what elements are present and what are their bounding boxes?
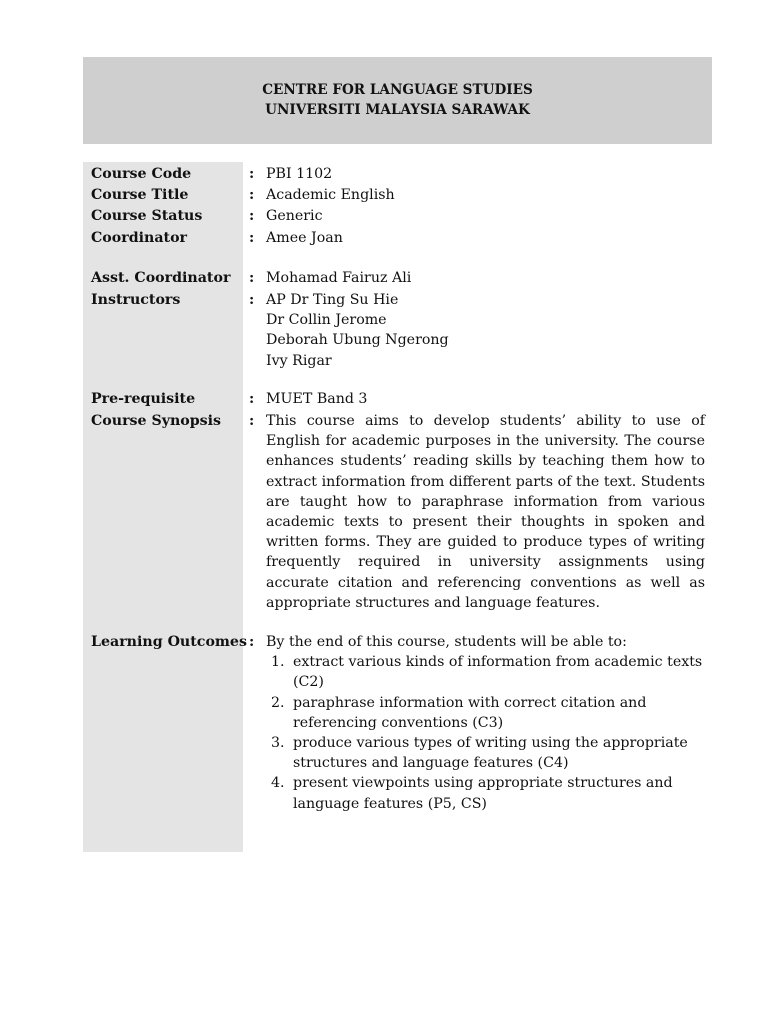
learning-outcomes-content xyxy=(266,632,705,814)
separator-colon: : xyxy=(249,634,255,650)
outcome-text: produce various types of writing using the appropriate structures and language features (C4) xyxy=(293,735,688,772)
separator-colon: : xyxy=(249,166,255,182)
instructor-name: Deborah Ubung Ngerong xyxy=(266,332,449,349)
asst-coordinator-value: Mohamad Fairuz Ali xyxy=(266,270,412,286)
instructors-label: Instructors xyxy=(91,292,181,308)
learning-outcome-item xyxy=(266,693,705,733)
outcome-number: 1. xyxy=(271,654,285,671)
separator-colon: : xyxy=(249,230,255,246)
separator-colon: : xyxy=(249,292,255,308)
instructor-name: Dr Collin Jerome xyxy=(266,312,387,329)
labels-column-background xyxy=(83,162,243,852)
outcome-number: 2. xyxy=(271,694,285,711)
learning-outcomes-list xyxy=(266,652,705,814)
course-code-label: Course Code xyxy=(91,166,192,182)
learning-outcomes-label-line2: Outcomes xyxy=(167,634,247,650)
course-title-label: Course Title xyxy=(91,187,189,203)
prerequisite-value: MUET Band 3 xyxy=(266,391,368,407)
prerequisite-label: Pre-requisite xyxy=(91,391,196,407)
separator-colon: : xyxy=(249,187,255,203)
synopsis-label: Course Synopsis xyxy=(91,413,222,429)
learning-outcomes-intro: By the end of this course, students will be able to: xyxy=(266,634,627,650)
outcome-text: paraphrase information with correct citation and referencing conventions (C3) xyxy=(293,694,647,731)
learning-outcomes-label-line1: Learning xyxy=(91,634,163,650)
outcome-text: extract various kinds of information from academic texts (C2) xyxy=(293,654,703,691)
outcome-number: 4. xyxy=(271,775,285,792)
learning-outcomes-label xyxy=(91,632,247,652)
instructor-name: Ivy Rigar xyxy=(266,352,332,369)
separator-colon: : xyxy=(249,270,255,286)
synopsis-text: This course aims to develop students’ ability to use of English for academic purposes in the university. The course enhances students’ reading skills by teaching them how to extract information from different parts of the text. Students are taught how to paraphrase information from various academic texts to present their thoughts in spoken and written forms. They are guided to produce types of writing frequently required in university assignments using accurate citation and referencing conventions as well as appropriate structures and language features. xyxy=(266,413,705,611)
asst-coordinator-label: Asst. Coordinator xyxy=(91,270,231,286)
course-status-label: Course Status xyxy=(91,208,203,224)
course-code-value: PBI 1102 xyxy=(266,166,333,182)
course-status-value: Generic xyxy=(266,208,323,224)
separator-colon: : xyxy=(249,208,255,224)
instructors-list xyxy=(266,290,705,371)
outcome-text: present viewpoints using appropriate structures and language features (P5, CS) xyxy=(293,775,673,812)
learning-outcome-item xyxy=(266,733,705,773)
instructor-name: AP Dr Ting Su Hie xyxy=(266,292,399,308)
header-centre-name: CENTRE FOR LANGUAGE STUDIES xyxy=(262,82,533,98)
separator-colon: : xyxy=(249,413,255,429)
coordinator-value: Amee Joan xyxy=(266,230,343,246)
learning-outcome-item xyxy=(266,773,705,813)
learning-outcome-item xyxy=(266,652,705,692)
header-university-name: UNIVERSITI MALAYSIA SARAWAK xyxy=(265,102,530,118)
coordinator-label: Coordinator xyxy=(91,230,188,246)
separator-colon: : xyxy=(249,391,255,407)
document-header xyxy=(83,57,712,144)
course-title-value: Academic English xyxy=(266,187,395,203)
outcome-number: 3. xyxy=(271,735,285,752)
